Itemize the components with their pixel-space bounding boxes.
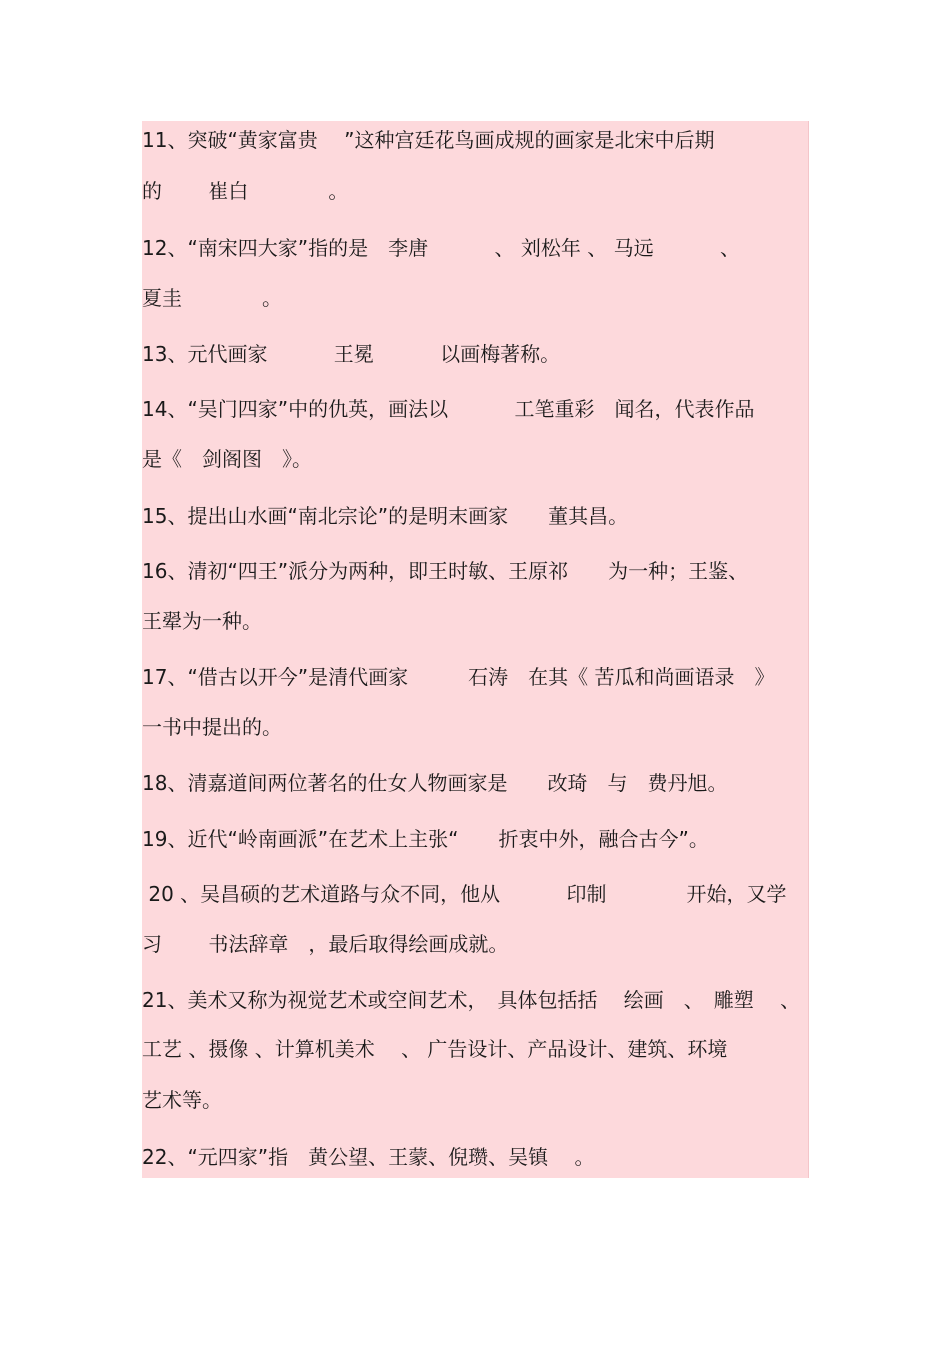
text-line-q18-a: 18、清嘉道间两位著名的仕女人物画家是 改琦 与 费丹旭。 [142, 771, 728, 795]
text-line-q19-a: 19、近代“岭南画派”在艺术上主张“ 折衷中外，融合古今”。 [142, 827, 709, 851]
text-line-q13-a: 13、元代画家 王冕 以画梅著称。 [142, 342, 561, 366]
text-line-q14-a: 14、“吴门四家”中的仇英，画法以 工笔重彩 闻名，代表作品 [142, 397, 755, 421]
text-line-q21-b: 工艺 、摄像 、计算机美术 、 广告设计、产品设计、建筑、环境 [142, 1037, 728, 1061]
text-line-q11-b: 的 崔白 。 [142, 179, 349, 203]
text-line-q16-a: 16、清初“四王”派分为两种，即王时敏、王原祁 为一种；王鉴、 [142, 559, 749, 583]
text-line-q17-a: 17、“借古以开今”是清代画家 石涛 在其《 苦瓜和尚画语录 》 [142, 665, 775, 689]
highlighted-text-block [142, 121, 809, 1178]
text-line-q14-b: 是《 剑阁图 》。 [142, 447, 312, 471]
text-line-q17-b: 一书中提出的。 [142, 715, 282, 739]
text-line-q16-b: 王翚为一种。 [142, 609, 262, 633]
text-line-q21-a: 21、美术又称为视觉艺术或空间艺术， 具体包括括 绘画 、 雕塑 、 [142, 988, 801, 1012]
text-line-q22-a: 22、“元四家”指 黄公望、王蒙、倪瓒、吴镇 。 [142, 1145, 595, 1169]
text-line-q20-b: 习 书法辞章 ，最后取得绘画成就。 [142, 932, 509, 956]
text-line-q15-a: 15、提出山水画“南北宗论”的是明末画家 董其昌。 [142, 504, 629, 528]
text-line-q11-a: 11、突破“黄家富贵 ”这种宫廷花鸟画成规的画家是北宋中后期 [142, 128, 715, 152]
text-line-q21-c: 艺术等。 [142, 1088, 222, 1112]
text-line-q20-a: 20 、吴昌硕的艺术道路与众不同，他从 印制 开始，又学 [142, 882, 787, 906]
text-line-q12-b: 夏圭 。 [142, 286, 282, 310]
text-line-q12-a: 12、“南宋四大家”指的是 李唐 、 刘松年 、 马远 、 [142, 236, 740, 260]
